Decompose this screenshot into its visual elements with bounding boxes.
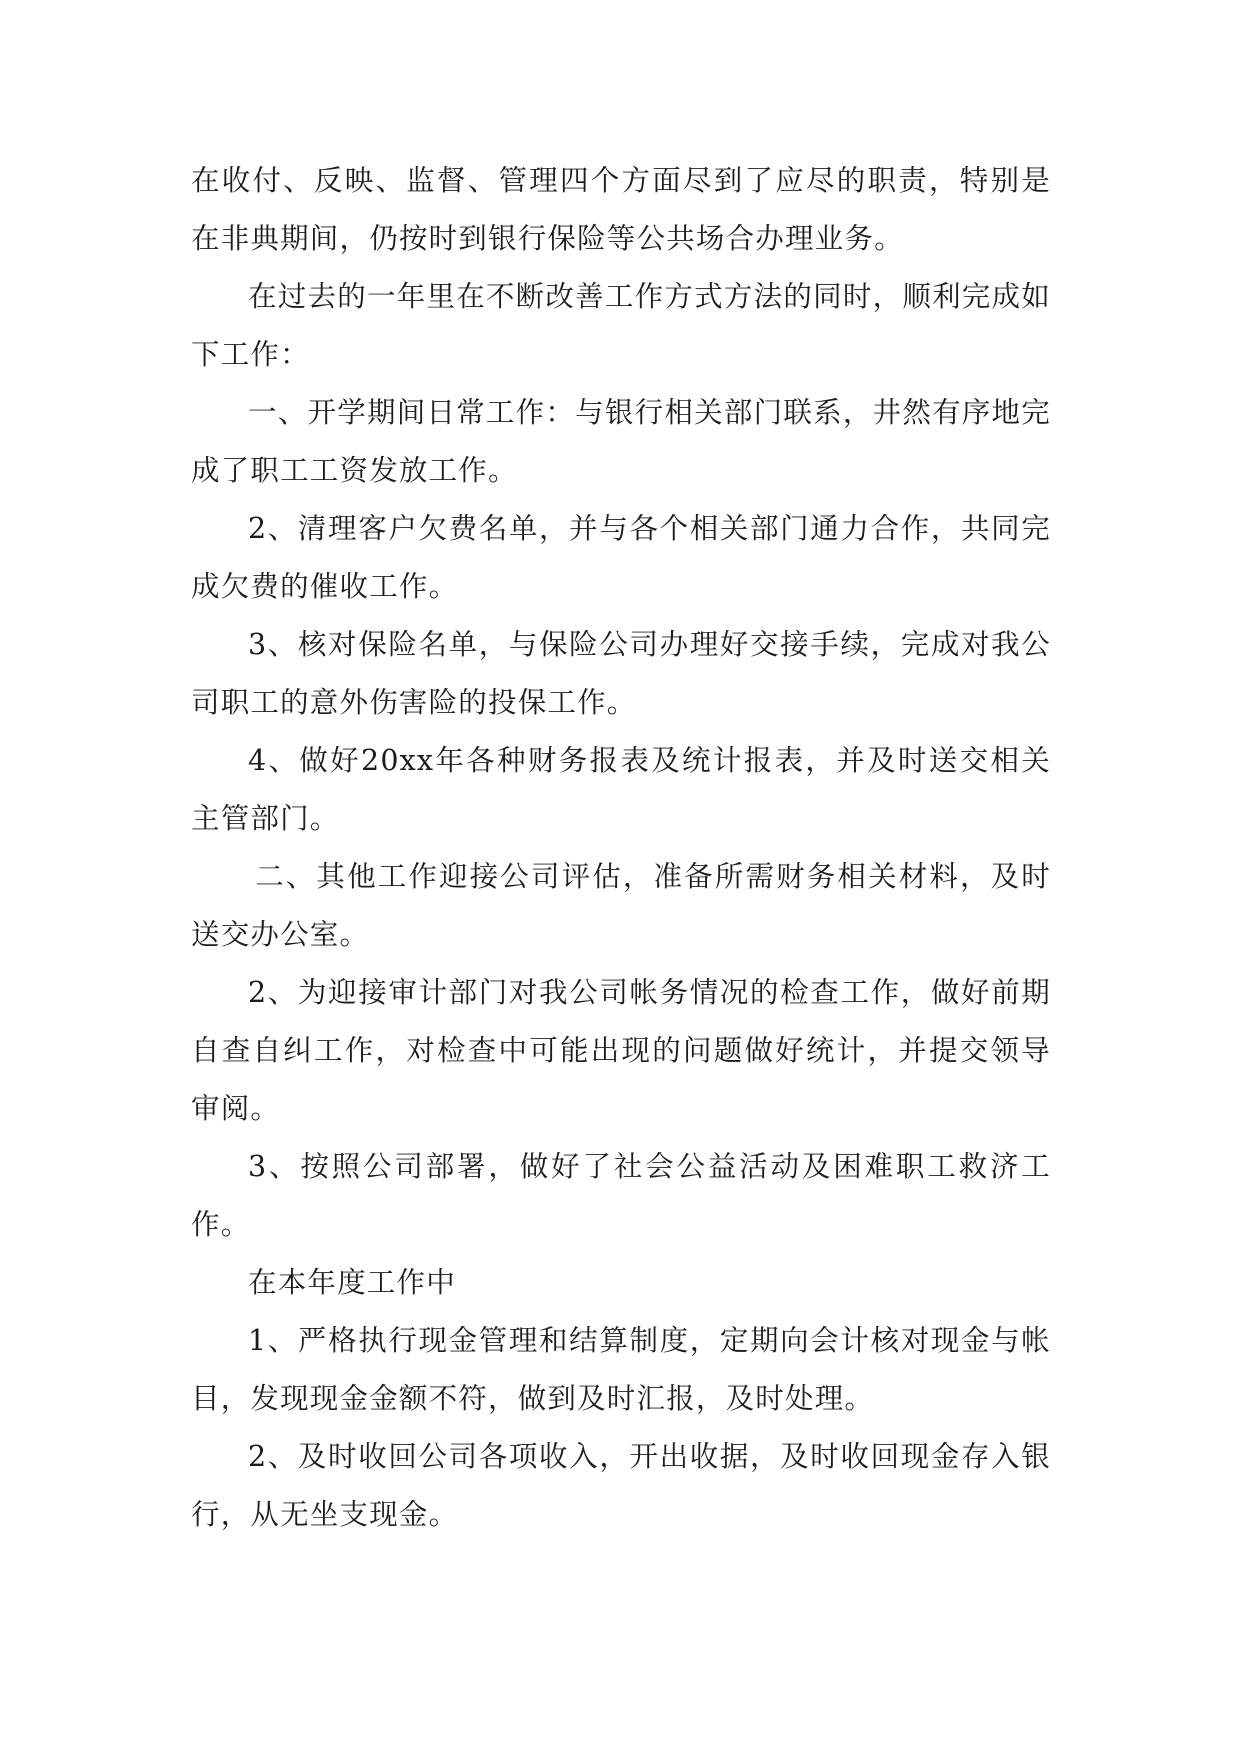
- paragraph-item-4-reports: 4、做好20xx年各种财务报表及统计报表，并及时送交相关主管部门。: [191, 744, 1051, 835]
- paragraph-item-3-insurance: 3、核对保险名单，与保险公司办理好交接手续，完成对我公司职工的意外伤害险的投保工作。: [191, 628, 1051, 719]
- paragraph-past-year: 在过去的一年里在不断改善工作方式方法的同时，顺利完成如下工作：: [191, 280, 1051, 371]
- paragraph-item-2-audit: 2、为迎接审计部门对我公司帐务情况的检查工作，做好前期自查自纠工作，对检查中可能出现的问题做好统计，并提交领导审阅。: [191, 976, 1051, 1125]
- paragraph-item-1-cash: 1、严格执行现金管理和结算制度，定期向会计核对现金与帐目，发现现金金额不符，做到及时汇报，及时处理。: [191, 1324, 1051, 1415]
- paragraph-intro-continued: 在收付、反映、监督、管理四个方面尽到了应尽的职责，特别是在非典期间，仍按时到银行保险等公共场合办理业务。: [191, 164, 1051, 255]
- paragraph-section-two: 二、其他工作迎接公司评估，准备所需财务相关材料，及时送交办公室。: [191, 860, 1051, 951]
- paragraph-this-year-heading: 在本年度工作中: [248, 1266, 456, 1299]
- paragraph-item-3-charity: 3、按照公司部署，做好了社会公益活动及困难职工救济工作。: [191, 1150, 1051, 1241]
- document-body: [191, 152, 1051, 1544]
- paragraph-item-2-income: 2、及时收回公司各项收入，开出收据，及时收回现金存入银行，从无坐支现金。: [191, 1440, 1051, 1531]
- paragraph-section-one: 一、开学期间日常工作：与银行相关部门联系，井然有序地完成了职工工资发放工作。: [191, 396, 1051, 487]
- paragraph-item-2-arrears: 2、清理客户欠费名单，并与各个相关部门通力合作，共同完成欠费的催收工作。: [191, 512, 1051, 603]
